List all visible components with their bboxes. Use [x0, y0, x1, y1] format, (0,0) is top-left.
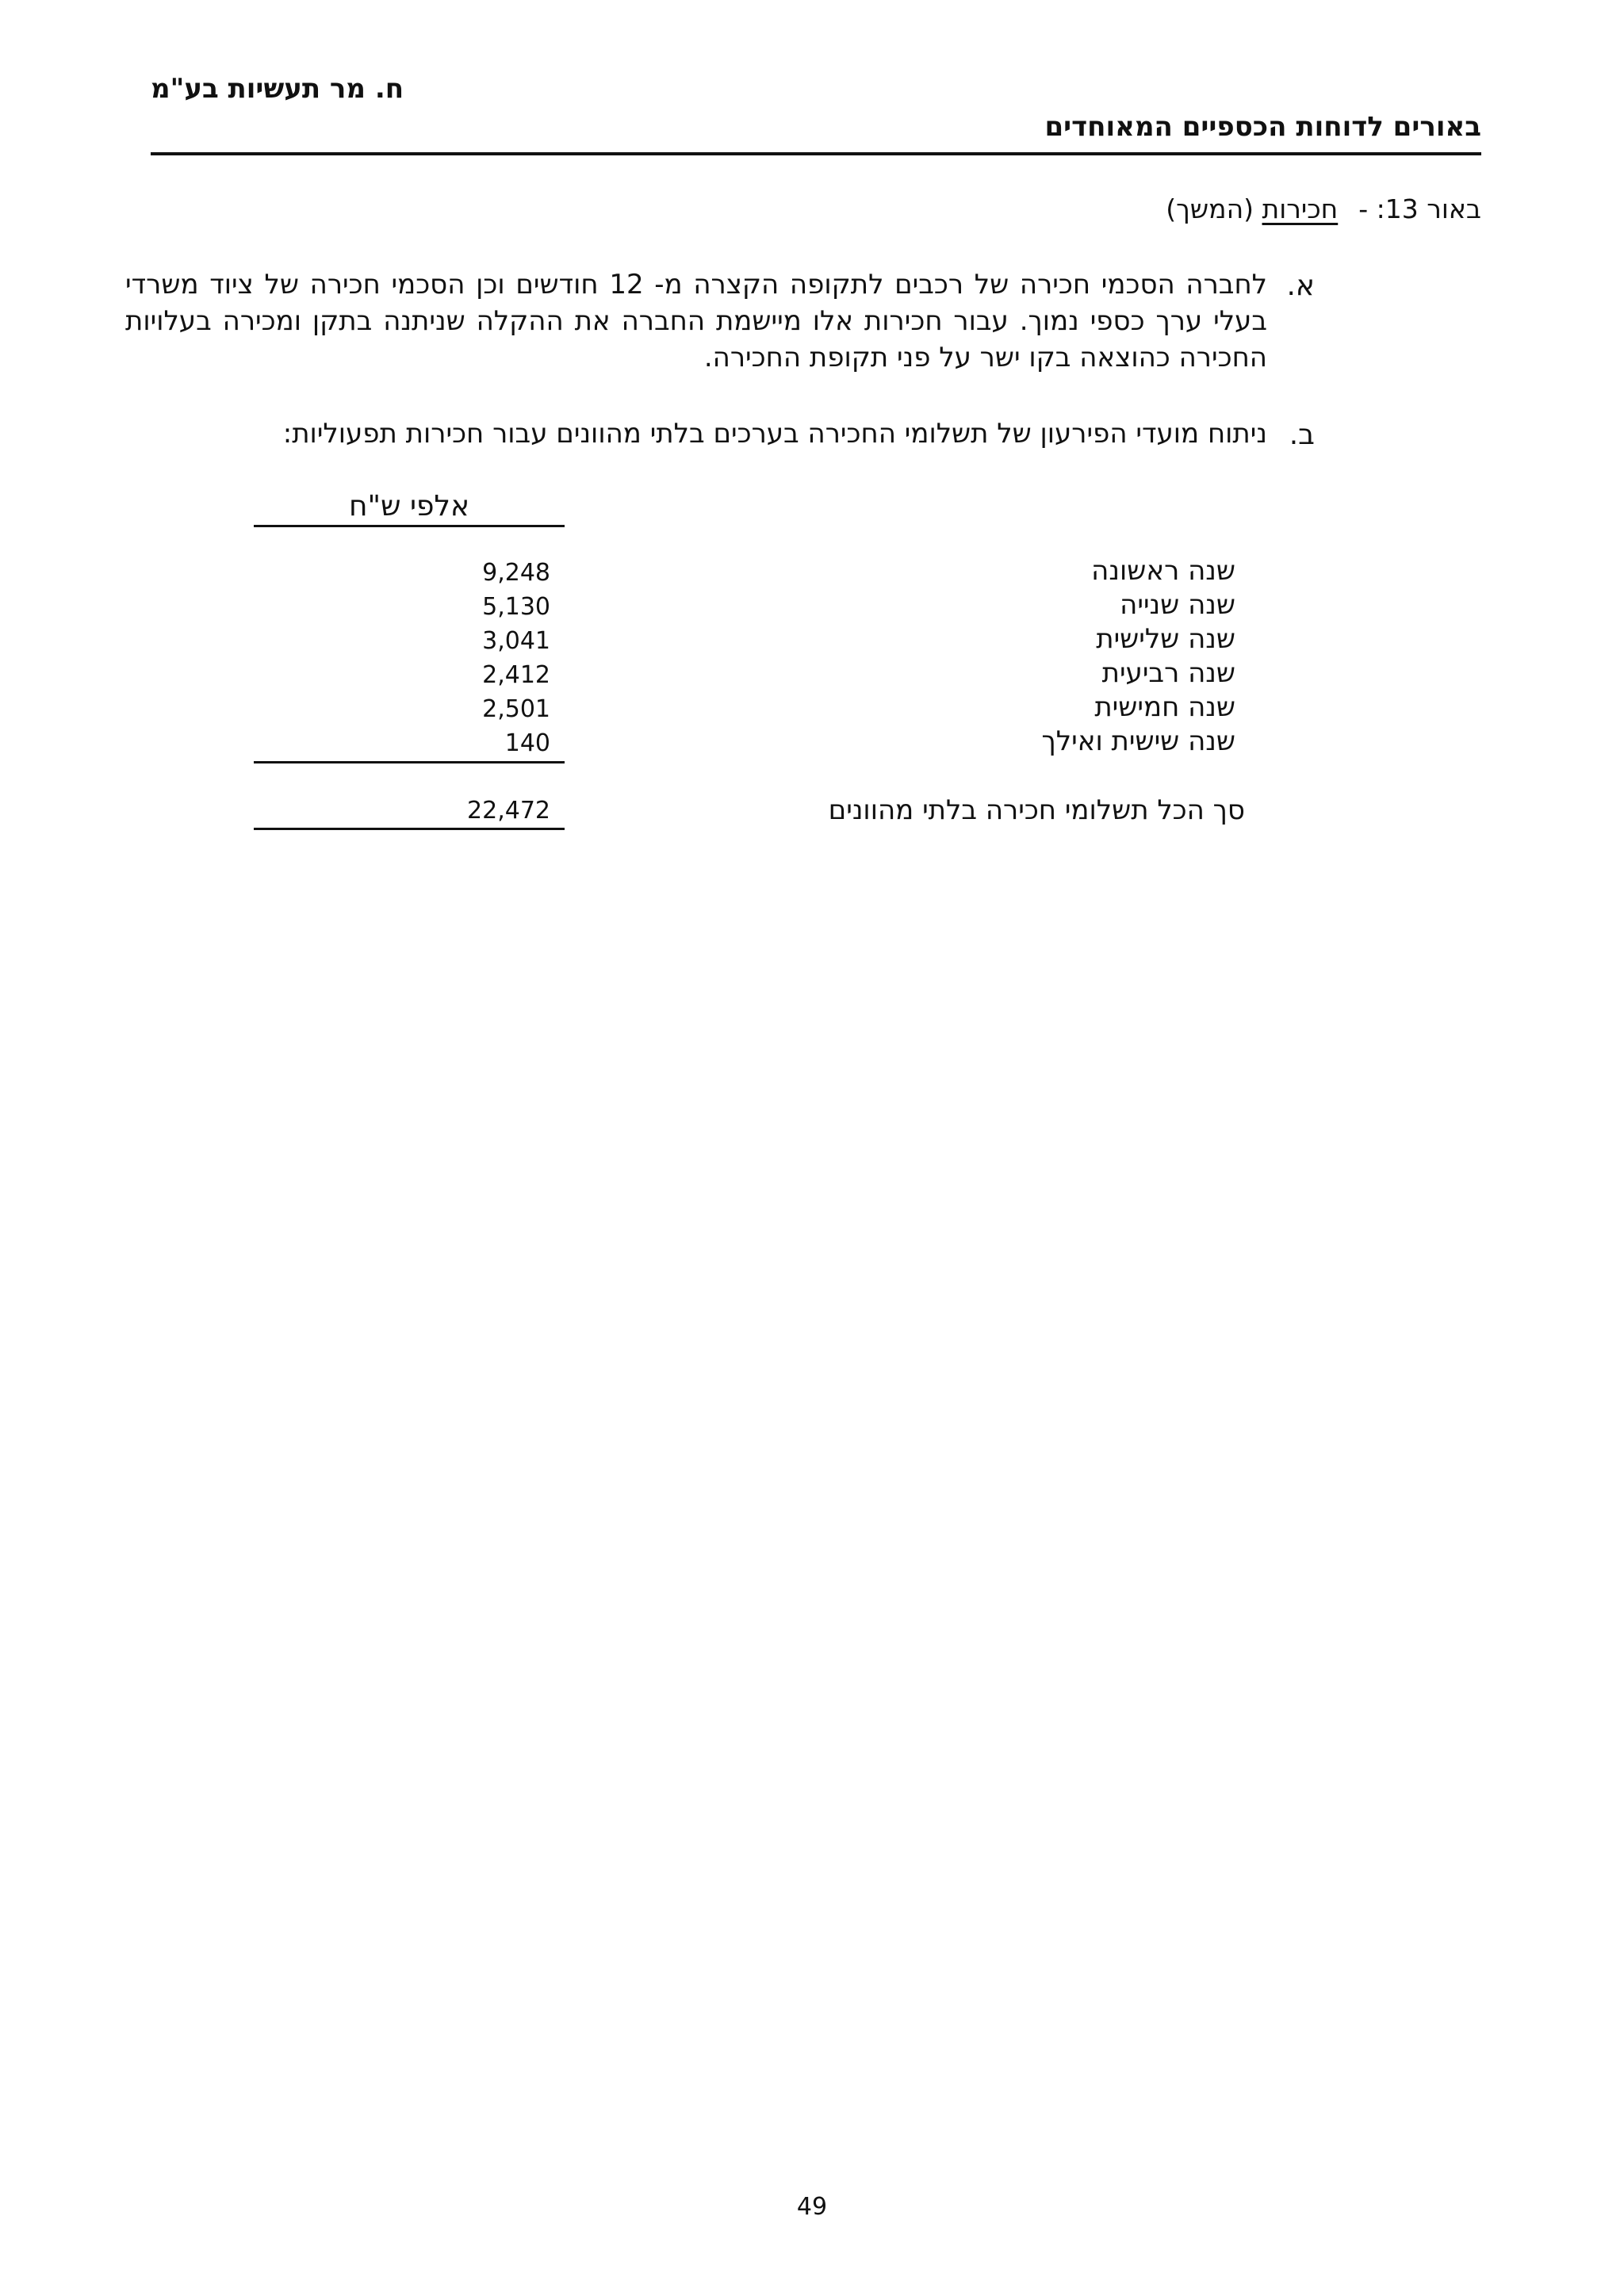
- table-row-label: שנה שישית ואילך: [1041, 725, 1235, 757]
- table-row-label: שנה שנייה: [1120, 589, 1235, 621]
- table-row-label: שנה חמישית: [1094, 691, 1235, 723]
- table-row-value: 9,248: [482, 559, 550, 587]
- table-column-header: אלפי ש"ח: [348, 490, 470, 522]
- item-a-paragraph: לחברה הסכמי חכירה של רכבים לתקופה הקצרה מ- 12 חודשים וכן הסכמי חכירה של ציוד משרדי בעלי ערך כספי נמוך. עבור חכירות אלו מיישמת החברה את ההקלה שניתנה בתקן ומכירה בעלויות החכירה כהוצאה בקו ישר על פני תקופת החכירה.: [125, 269, 1268, 373]
- item-b-paragraph: ניתוח מועדי הפירעון של תשלומי החכירה בערכים בלתי מהוונים עבור חכירות תפעוליות:: [282, 418, 1267, 450]
- report-title: באורים לדוחות הכספיים המאוחדים: [1044, 111, 1481, 143]
- note-subject: חכירות: [1262, 193, 1339, 224]
- item-a-marker: א.: [1286, 270, 1315, 302]
- total-value: 22,472: [467, 797, 550, 825]
- table-row-value: 3,041: [482, 627, 550, 655]
- table-row-value: 2,412: [482, 661, 550, 689]
- table-row-label: שנה שלישית: [1096, 623, 1235, 655]
- note-continued: (המשך): [1166, 193, 1254, 224]
- total-label: סך הכל תשלומי חכירה בלתי מהוונים: [828, 794, 1245, 826]
- page-number: 49: [796, 2193, 828, 2221]
- item-b-marker: ב.: [1289, 419, 1315, 451]
- table-row-value: 2,501: [482, 695, 550, 723]
- note-label: באור 13: -: [1358, 193, 1481, 224]
- total-underline: [254, 828, 565, 830]
- table-row-label: שנה רביעית: [1101, 657, 1235, 689]
- table-row-label: שנה ראשונה: [1091, 555, 1235, 587]
- column-header-underline: [254, 525, 565, 527]
- table-row-value: 5,130: [482, 593, 550, 621]
- header-divider: [151, 152, 1481, 155]
- table-row-value: 140: [504, 729, 550, 757]
- note-heading: [1166, 193, 1481, 224]
- subtotal-rule: [254, 761, 565, 763]
- company-name: ח. מר תעשיות בע"מ: [151, 73, 404, 105]
